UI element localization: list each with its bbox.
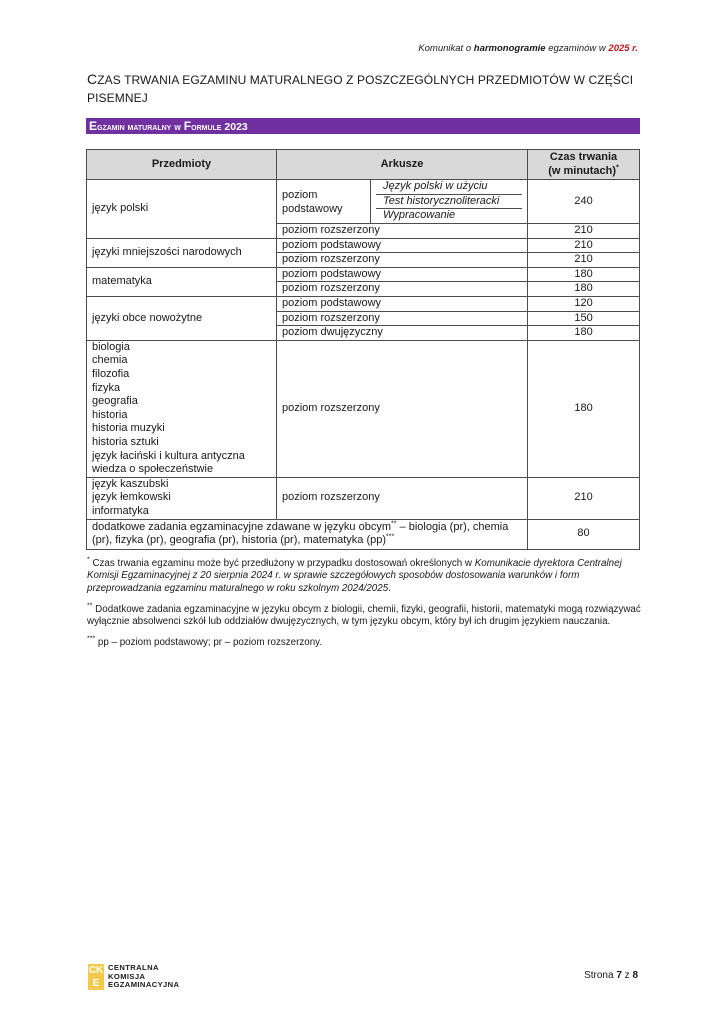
subject-cell: języki mniejszości narodowych — [87, 238, 277, 267]
section-bar-initial-2: F — [183, 119, 192, 133]
subject-item: informatyka — [92, 504, 149, 517]
duration-cell: 210 — [528, 224, 640, 239]
logo-line: EGZAMINACYJNA — [108, 980, 180, 990]
section-bar — [86, 118, 640, 134]
subject-item: filozofia — [92, 368, 130, 381]
subject-item: wiedza o społeczeństwie — [92, 463, 214, 476]
subject-item: historia — [92, 408, 128, 421]
table-header-row — [87, 150, 640, 180]
exam-duration-table — [86, 149, 640, 550]
subject-item: fizyka — [92, 381, 121, 394]
title-first-letter: C — [87, 71, 98, 87]
level-cell: poziom rozszerzony — [277, 224, 528, 239]
duration-cell: 180 — [528, 267, 640, 282]
subject-cell: matematyka — [87, 267, 277, 296]
footnote-2 — [87, 604, 642, 629]
logo-line: KOMISJA — [108, 971, 146, 981]
page-number — [584, 970, 638, 981]
header-bold-text: harmonogramie — [473, 43, 546, 54]
additional-text-1: dodatkowe zadania egzaminacyjne zdawane w języku obcym — [92, 520, 392, 533]
table-row — [87, 477, 640, 519]
subject-list-cell — [87, 477, 277, 519]
header-sheets: Arkusze — [277, 150, 528, 180]
cke-logo-text — [108, 964, 179, 990]
level-cell: poziom rozszerzony — [277, 340, 528, 477]
page-sep: z — [621, 970, 633, 981]
header-duration-line2: (w minutach) — [548, 164, 617, 177]
header-year: 2025 r. — [608, 43, 638, 54]
table-row — [87, 238, 640, 253]
sheet-item: Język polski w użyciu — [376, 180, 522, 195]
subject-item: historia muzyki — [92, 422, 165, 435]
footnote-3 — [87, 637, 642, 649]
page-label: Strona — [584, 970, 617, 981]
table-row — [87, 340, 640, 477]
footnote-mark: *** — [87, 636, 96, 644]
subject-item: geografia — [92, 395, 138, 408]
duration-cell: 180 — [528, 340, 640, 477]
title-text: ZAS TRWANIA EGZAMINU MATURALNEGO Z POSZCZEGÓLNYCH PRZEDMIOTÓW W CZĘŚCI PISEMNEJ — [87, 73, 634, 105]
subject-cell: język polski — [87, 180, 277, 239]
footnote-italic-text: Komunikacie dyrektora Centralnej Komisji Egzaminacyjnej z 20 sierpnia 2024 r. w sprawie szczegółowych sposobów dostosowania warunków i form przeprowadzania egzaminu maturalnego w roku szkolnym 2024/2025 — [87, 558, 622, 594]
subject-item: język łaciński i kultura antyczna — [92, 449, 245, 462]
page-header — [418, 43, 638, 54]
table-row — [87, 297, 640, 312]
section-bar-text-2: ormule 2023 — [191, 121, 248, 133]
duration-cell: 180 — [528, 282, 640, 297]
level-cell: poziom podstawowy — [277, 180, 371, 224]
footnote-mark: ** — [87, 602, 93, 610]
sheet-list-cell — [371, 180, 528, 224]
header-duration-mark: * — [616, 163, 619, 171]
subject-item: biologia — [92, 340, 130, 353]
cke-logo — [88, 964, 179, 990]
duration-cell: 210 — [528, 477, 640, 519]
footnote-text: pp – poziom podstawowy; pr – poziom rozszerzony. — [95, 637, 323, 649]
footnotes — [87, 558, 642, 659]
duration-cell: 180 — [528, 326, 640, 341]
page-total: 8 — [632, 970, 638, 981]
level-cell: poziom dwujęzyczny — [277, 326, 528, 341]
footnote-text: Czas trwania egzaminu może być przedłużony w przypadku dostosowań określonych w — [89, 558, 475, 569]
footnote-end: . — [388, 582, 391, 594]
subject-item: język kaszubski — [92, 477, 169, 490]
level-cell: poziom podstawowy — [277, 267, 528, 282]
table-row — [87, 519, 640, 549]
duration-cell: 240 — [528, 180, 640, 224]
section-bar-text-1: gzamin maturalny w — [97, 121, 184, 133]
subject-item: historia sztuki — [92, 436, 159, 449]
section-bar-initial-1: E — [89, 119, 98, 133]
footnote-mark: * — [87, 556, 90, 564]
header-text-middle: egzaminów w — [545, 43, 609, 54]
header-subjects: Przedmioty — [87, 150, 277, 180]
additional-tasks-cell — [87, 519, 528, 549]
duration-cell: 80 — [528, 519, 640, 549]
level-cell: poziom rozszerzony — [277, 253, 528, 268]
table-row — [87, 180, 640, 224]
footnote-text: Dodatkowe zadania egzaminacyjne w języku obcym z biologii, chemii, fizyki, geografii, historii, matematyki mogą rozwiązywać wyłącznie absolwenci szkół lub oddziałów dwujęzycznych, w tym języku obcym, który był ich drugim językiem nauczania. — [87, 603, 641, 628]
document-title — [87, 70, 647, 107]
duration-cell: 210 — [528, 253, 640, 268]
duration-cell: 120 — [528, 297, 640, 312]
level-cell: poziom rozszerzony — [277, 477, 528, 519]
logo-line: CENTRALNA — [108, 963, 159, 973]
footnote-1 — [87, 558, 642, 595]
header-duration-line1: Czas trwania — [549, 150, 618, 163]
cke-logo-mark: CK E — [88, 965, 104, 989]
level-cell: poziom podstawowy — [277, 297, 528, 312]
additional-text-2: – biologia (pr), chemia (pr), fizyka (pr), geografia (pr), historia (pr), matematyka (pp) — [92, 520, 509, 547]
header-duration — [528, 150, 640, 180]
additional-mark-2: *** — [386, 533, 395, 541]
subject-item: język łemkowski — [92, 491, 171, 504]
level-cell: poziom podstawowy — [277, 238, 528, 253]
additional-mark-1: ** — [391, 519, 397, 527]
subject-list-cell — [87, 340, 277, 477]
sheet-list — [376, 180, 522, 223]
duration-cell: 150 — [528, 311, 640, 326]
level-cell: poziom rozszerzony — [277, 282, 528, 297]
level-cell: poziom rozszerzony — [277, 311, 528, 326]
sheet-item: Test historycznoliteracki — [376, 195, 522, 210]
subject-item: chemia — [92, 354, 128, 367]
table-row — [87, 267, 640, 282]
subject-cell: języki obce nowożytne — [87, 297, 277, 341]
page-current: 7 — [616, 970, 622, 981]
sheet-item: Wypracowanie — [383, 209, 456, 222]
duration-cell: 210 — [528, 238, 640, 253]
header-text: Komunikat o — [418, 43, 474, 54]
